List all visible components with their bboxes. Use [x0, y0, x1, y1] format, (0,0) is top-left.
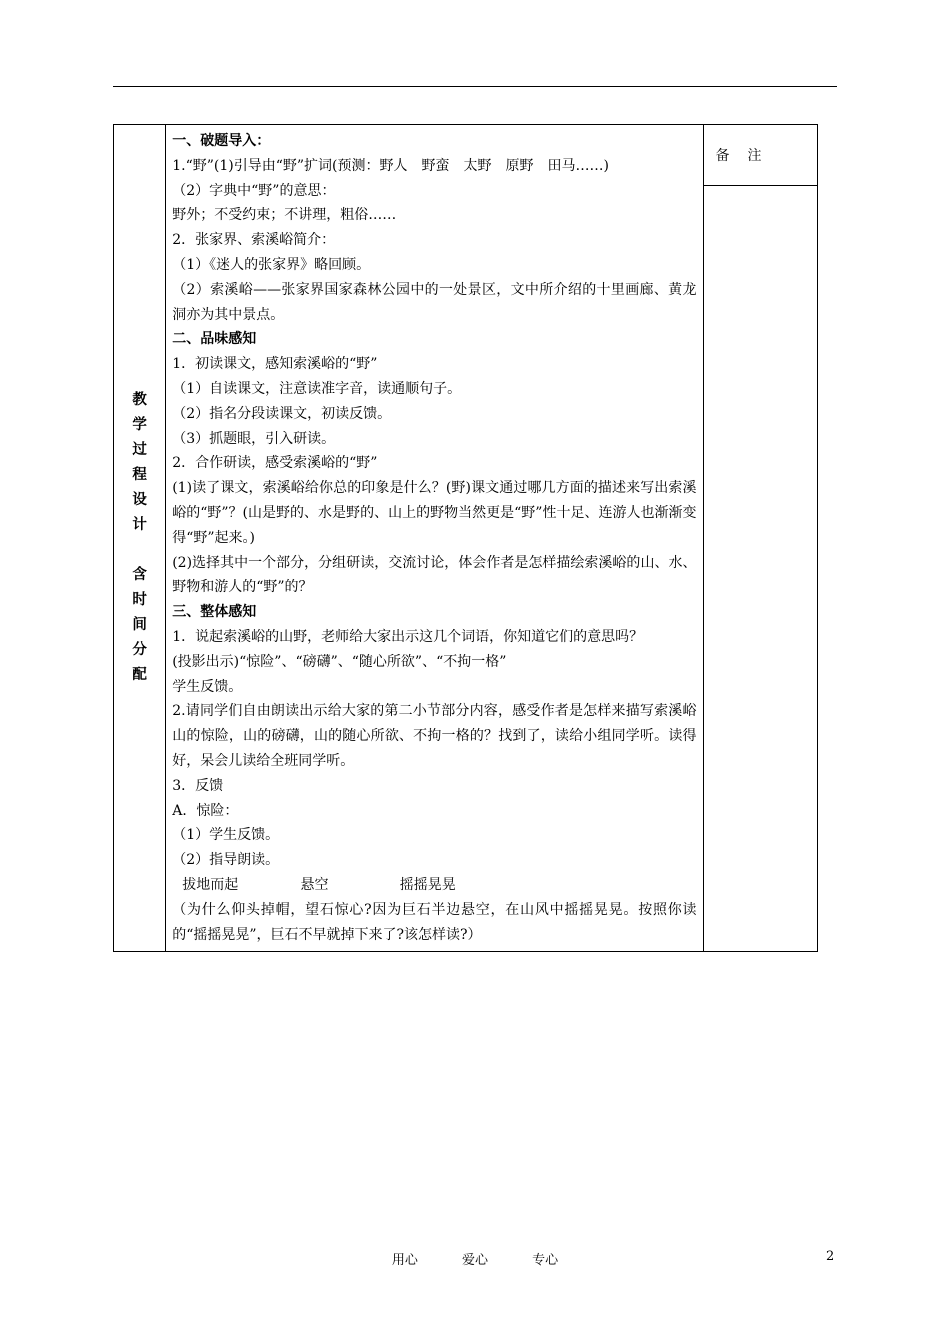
content-line: （2）指导朗读。: [172, 852, 280, 869]
section-heading: 三、整体感知: [172, 604, 257, 621]
content-line: 2.请同学们自由朗读出示给大家的第二小节部分内容，感受作者是怎样来描写索溪峪山的惊险，山的磅礴，山的随心所欲、不拘一格的？找到了，读给小组同学听。读得好，呆会儿读给全班同学听。: [172, 703, 697, 769]
lesson-content: [166, 125, 702, 951]
content-line: 2．张家界、索溪峪简介：: [172, 232, 336, 249]
content-line: A．惊险：: [172, 802, 239, 819]
content-line: （2）索溪峪——张家界国家森林公园中的一处景区，文中所介绍的十里画廊、黄龙洞亦为其中景点。: [172, 281, 697, 323]
content-line: （1）自读课文，注意读准字音，读通顺句子。: [172, 380, 462, 397]
footer-item: 爱心: [461, 1253, 488, 1268]
content-line: （1）学生反馈。: [172, 827, 280, 844]
page-footer: [0, 1249, 950, 1268]
content-line: （2）字典中“野”的意思：: [172, 182, 336, 199]
section-heading: 二、品味感知: [172, 331, 257, 348]
content-line: 3．反馈: [172, 777, 224, 794]
content-line: 学生反馈。: [172, 678, 243, 695]
content-line: 拔地而起 悬空 摇摇晃晃: [182, 876, 456, 893]
section-label-process: 教学过程设计: [132, 392, 147, 534]
footer-item: 用心: [391, 1253, 418, 1268]
content-line: （1）《迷人的张家界》略回顾。: [172, 256, 371, 273]
lesson-plan-table: [113, 124, 818, 952]
content-line: （为什么仰头掉帽，望石惊心?因为巨石半边悬空，在山风中摇摇晃晃。按照你读的“摇摇晃晃”，巨石不早就掉下来了?该怎样读?）: [172, 901, 697, 943]
notes-header: 备注: [703, 125, 818, 186]
content-line: 1．说起索溪峪的山野，老师给大家出示这几个词语，你知道它们的意思吗？: [172, 628, 644, 645]
content-line: 野外；不受约束；不讲理，粗俗……: [172, 207, 397, 224]
section-label-cell: [114, 125, 166, 952]
header-rule: [113, 86, 837, 87]
page-number: 2: [826, 1249, 835, 1264]
content-line: 1．初读课文，感知索溪峪的“野”: [172, 356, 378, 373]
footer-item: 专心: [532, 1253, 559, 1268]
section-heading: 一、破题导入：: [172, 133, 271, 149]
content-line: (1)读了课文，索溪峪给你总的印象是什么？(野)课文通过哪几方面的描述来写出索溪峪的“野”？(山是野的、水是野的、山上的野物当然更是“野”性十足、连游人也渐渐变得“野”起来。): [172, 480, 697, 546]
content-line: 1.“野”(1)引导由“野”扩词(预测：野人 野蛮 太野 原野 田马……): [172, 157, 609, 174]
content-line: 2．合作研读，感受索溪峪的“野”: [172, 455, 378, 472]
content-line: (2)选择其中一个部分，分组研读，交流讨论，体会作者是怎样描绘索溪峪的山、水、野物和游人的“野”的？: [172, 554, 697, 596]
content-line: （2）指名分段读课文，初读反馈。: [172, 405, 392, 422]
content-line: （3）抓题眼，引入研读。: [172, 430, 336, 447]
content-cell: [166, 125, 703, 952]
section-label-time: 含时间分配: [132, 567, 147, 684]
content-line: (投影出示)“惊险”、“磅礴”、“随心所欲”、“不拘一格”: [172, 653, 507, 670]
notes-cell: [703, 186, 818, 952]
